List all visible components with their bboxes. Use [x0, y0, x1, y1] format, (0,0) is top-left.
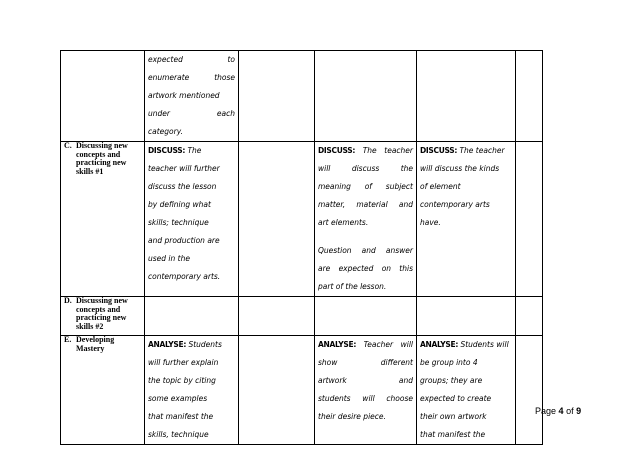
- text-line: expected to create: [420, 394, 492, 403]
- discuss-keyword: DISCUSS:: [420, 146, 458, 155]
- label-line: Developing: [76, 335, 115, 344]
- empty-cell: [145, 297, 239, 336]
- row-e-col5: [417, 336, 516, 445]
- text-fragment: The: [187, 146, 202, 155]
- label-line: Discussing new: [76, 141, 128, 150]
- text-fragment: Teacher will: [363, 340, 413, 349]
- empty-cell: [61, 51, 145, 142]
- analyse-keyword: ANALYSE:: [148, 340, 187, 349]
- page-number: [535, 406, 581, 416]
- empty-cell: [315, 51, 417, 142]
- text-line: their own artwork: [420, 412, 487, 421]
- lesson-plan-table: [60, 50, 543, 445]
- empty-cell: [516, 297, 543, 336]
- label-line: concepts and: [76, 149, 121, 159]
- text-line: category.: [148, 127, 183, 136]
- empty-cell: [516, 336, 543, 445]
- row-letter: D.: [64, 296, 72, 305]
- text-line: are expected on this: [318, 264, 413, 273]
- empty-cell: [516, 51, 543, 142]
- text-line: show different: [318, 358, 413, 367]
- text-line: meaning of subject: [318, 182, 413, 191]
- analyse-keyword: ANALYSE:: [318, 340, 357, 349]
- empty-cell: [239, 51, 315, 142]
- text-line: by defining what: [148, 200, 211, 209]
- text-fragment: Students: [188, 340, 222, 349]
- row-letter: E.: [64, 335, 72, 344]
- label-line: Discussing new: [76, 296, 128, 305]
- table-row: [61, 336, 543, 445]
- text-line: contemporary arts: [420, 200, 490, 209]
- text-line: contemporary arts.: [148, 272, 221, 281]
- text-line: of element: [420, 182, 461, 191]
- page-total: 9: [576, 406, 582, 416]
- text-line: will discuss the: [318, 164, 413, 173]
- text-line: that manifest the: [420, 430, 486, 439]
- row-e-col2: [145, 336, 239, 445]
- text-line: enumerate those: [148, 73, 235, 82]
- text-line: and production are: [148, 236, 220, 245]
- empty-cell: [239, 297, 315, 336]
- text-line: used in the: [148, 254, 190, 263]
- row-e-label: [61, 336, 145, 445]
- text-line: have.: [420, 218, 441, 227]
- text-line: under each: [148, 109, 235, 118]
- empty-cell: [417, 297, 516, 336]
- empty-cell: [417, 51, 516, 142]
- label-line: skills #2: [76, 321, 104, 331]
- text-line: their desire piece.: [318, 412, 386, 421]
- table-row: [61, 142, 543, 297]
- text-line: that manifest the: [148, 412, 214, 421]
- row-letter: C.: [64, 141, 72, 150]
- row-c-col5: [417, 142, 516, 297]
- discuss-keyword: DISCUSS:: [148, 146, 186, 155]
- text-fragment: The teacher: [362, 146, 413, 155]
- label-line: concepts and: [76, 304, 121, 314]
- text-line: be group into 4: [420, 358, 478, 367]
- text-line: Question and answer: [318, 246, 413, 255]
- text-fragment: Students will: [460, 340, 509, 349]
- text-line: skills; technique: [148, 218, 209, 227]
- text-line: discuss the lesson: [148, 182, 217, 191]
- empty-cell: [239, 142, 315, 297]
- text-line: the topic by citing: [148, 376, 216, 385]
- row-c-col2: [145, 142, 239, 297]
- discuss-keyword: DISCUSS:: [318, 146, 356, 155]
- label-line: practicing new: [76, 158, 127, 167]
- row-e-col4: [315, 336, 417, 445]
- label-line: Mastery: [76, 343, 105, 353]
- table-row: [61, 297, 543, 336]
- text-line: matter, material and: [318, 200, 413, 209]
- text-fragment: The teacher: [459, 146, 505, 155]
- text-line: some examples: [148, 394, 208, 403]
- label-line: skills #1: [76, 166, 104, 176]
- empty-cell: [315, 297, 417, 336]
- text-line: artwork mentioned: [148, 91, 220, 100]
- text-line: expected to: [148, 55, 235, 64]
- text-line: will further explain: [148, 358, 219, 367]
- empty-cell: [239, 336, 315, 445]
- analyse-keyword: ANALYSE:: [420, 340, 459, 349]
- text-line: students will choose: [318, 394, 413, 403]
- row-top-col2: [145, 51, 239, 142]
- text-line: groups; they are: [420, 376, 483, 385]
- text-line: artwork and: [318, 376, 413, 385]
- text-line: art elements.: [318, 218, 369, 227]
- table-row: [61, 51, 543, 142]
- row-c-col4: [315, 142, 417, 297]
- label-line: practicing new: [76, 313, 127, 322]
- text-line: will discuss the kinds: [420, 164, 500, 173]
- page-current: 4: [558, 406, 564, 416]
- page-of: of: [566, 406, 574, 416]
- text-line: teacher will further: [148, 164, 220, 173]
- text-line: skills, technique: [148, 430, 209, 439]
- page-label: Page: [535, 406, 557, 416]
- row-d-label: [61, 297, 145, 336]
- text-line: part of the lesson.: [318, 282, 387, 291]
- empty-cell: [516, 142, 543, 297]
- row-c-label: [61, 142, 145, 297]
